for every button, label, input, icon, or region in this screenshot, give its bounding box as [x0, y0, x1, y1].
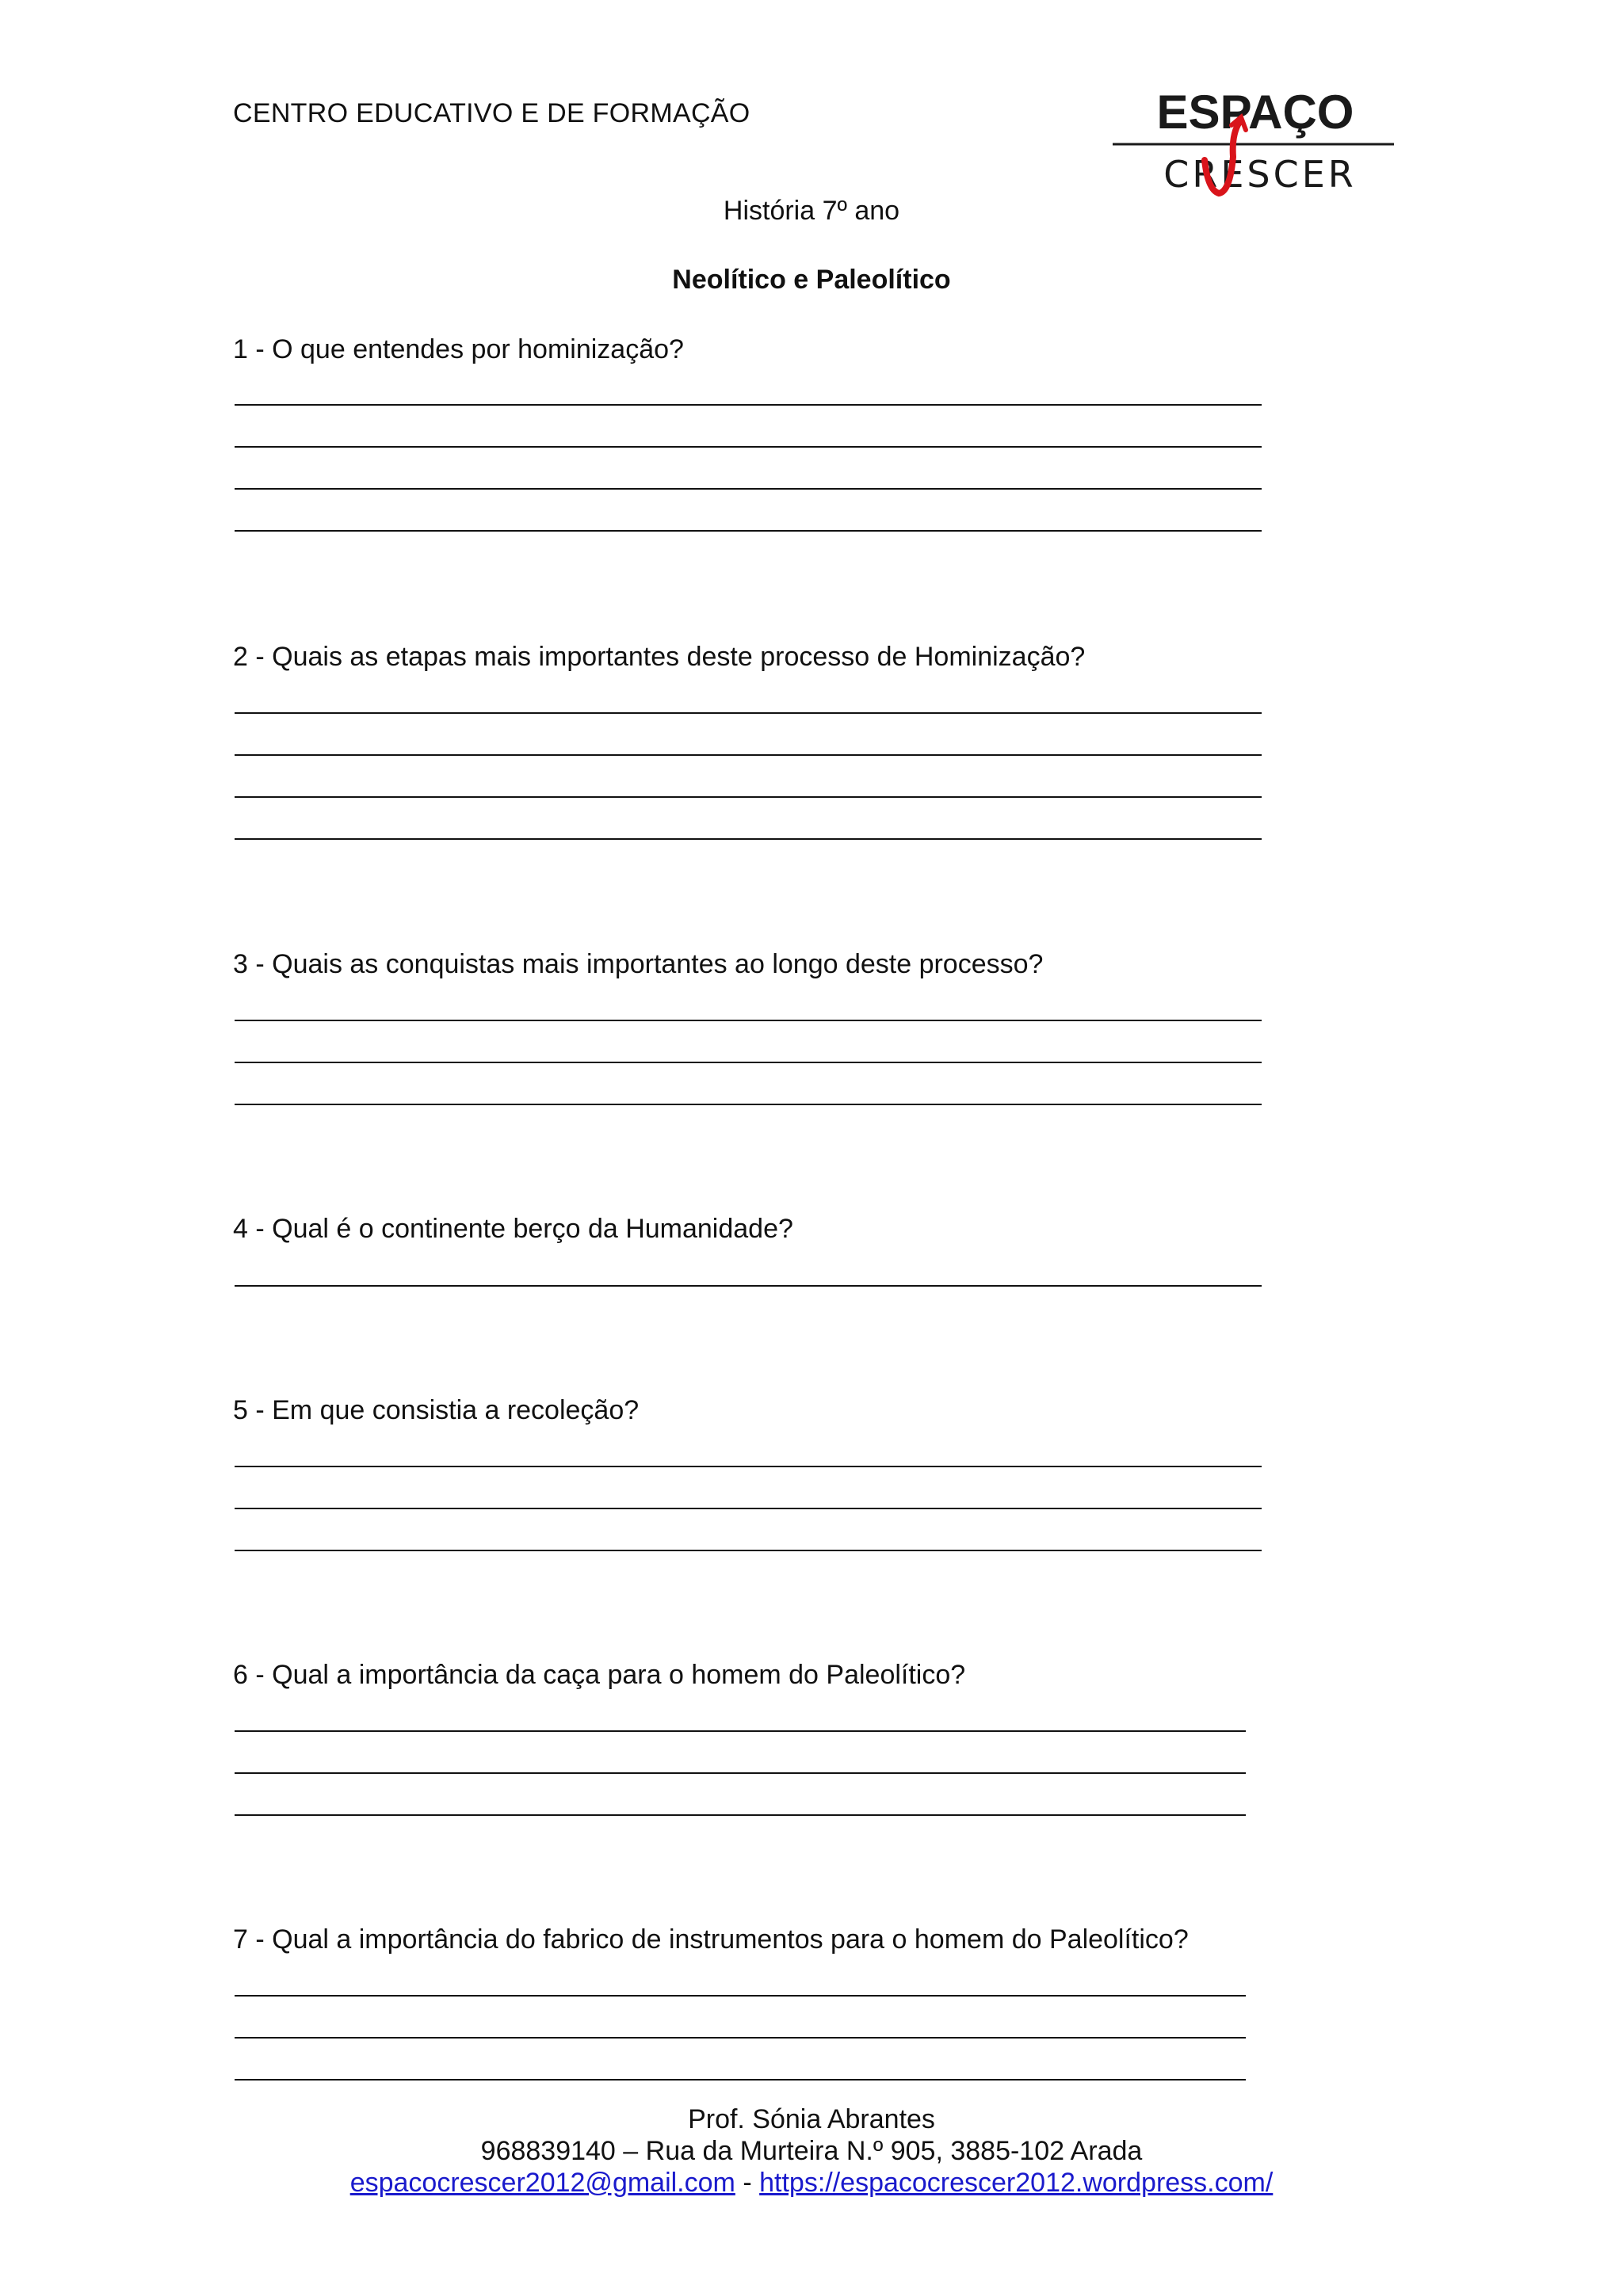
question-1: 1 - O que entendes por hominização? [233, 334, 684, 364]
answer-line[interactable] [235, 1730, 1246, 1732]
answer-line[interactable] [235, 2037, 1246, 2039]
answer-line[interactable] [235, 1995, 1246, 1997]
answer-line[interactable] [235, 1285, 1262, 1287]
answer-line[interactable] [235, 838, 1262, 840]
answer-line[interactable] [235, 1508, 1262, 1509]
answer-line[interactable] [235, 530, 1262, 532]
footer-teacher: Prof. Sónia Abrantes [688, 2104, 935, 2134]
espaco-crescer-logo [1113, 87, 1398, 198]
website-link[interactable]: https://espacocrescer2012.wordpress.com/ [759, 2168, 1274, 2198]
answer-line[interactable] [235, 488, 1262, 490]
footer-separator: - [743, 2168, 752, 2198]
answer-line[interactable] [235, 1104, 1262, 1105]
question-6: 6 - Qual a importância da caça para o homem do Paleolítico? [233, 1660, 966, 1690]
answer-line[interactable] [235, 1772, 1246, 1774]
answer-line[interactable] [235, 446, 1262, 448]
page-subtitle: História 7º ano [723, 196, 900, 226]
logo-top-text: ESPAÇO [1156, 87, 1354, 139]
question-4: 4 - Qual é o continente berço da Humanidade? [233, 1214, 793, 1244]
answer-line[interactable] [235, 796, 1262, 798]
footer-contact: 968839140 – Rua da Murteira N.º 905, 3885-102 Arada [480, 2136, 1143, 2166]
footer-links [0, 2168, 1623, 2199]
answer-line[interactable] [235, 754, 1262, 756]
answer-line[interactable] [235, 404, 1262, 406]
question-2: 2 - Quais as etapas mais importantes deste processo de Hominização? [233, 642, 1086, 672]
question-7: 7 - Qual a importância do fabrico de instrumentos para o homem do Paleolítico? [233, 1924, 1189, 1955]
email-link[interactable]: espacocrescer2012@gmail.com [349, 2168, 735, 2198]
question-5: 5 - Em que consistia a recoleção? [233, 1395, 640, 1425]
answer-line[interactable] [235, 1020, 1262, 1021]
question-3: 3 - Quais as conquistas mais importantes ao longo deste processo? [233, 949, 1044, 979]
page-title: Neolítico e Paleolítico [672, 265, 951, 295]
logo-bottom-text: CRESCER [1163, 153, 1357, 196]
answer-line[interactable] [235, 2079, 1246, 2081]
answer-line[interactable] [235, 712, 1262, 714]
institution-name: CENTRO EDUCATIVO E DE FORMAÇÃO [233, 98, 750, 128]
answer-line[interactable] [235, 1466, 1262, 1467]
answer-line[interactable] [235, 1814, 1246, 1816]
answer-line[interactable] [235, 1550, 1262, 1551]
answer-line[interactable] [235, 1062, 1262, 1063]
